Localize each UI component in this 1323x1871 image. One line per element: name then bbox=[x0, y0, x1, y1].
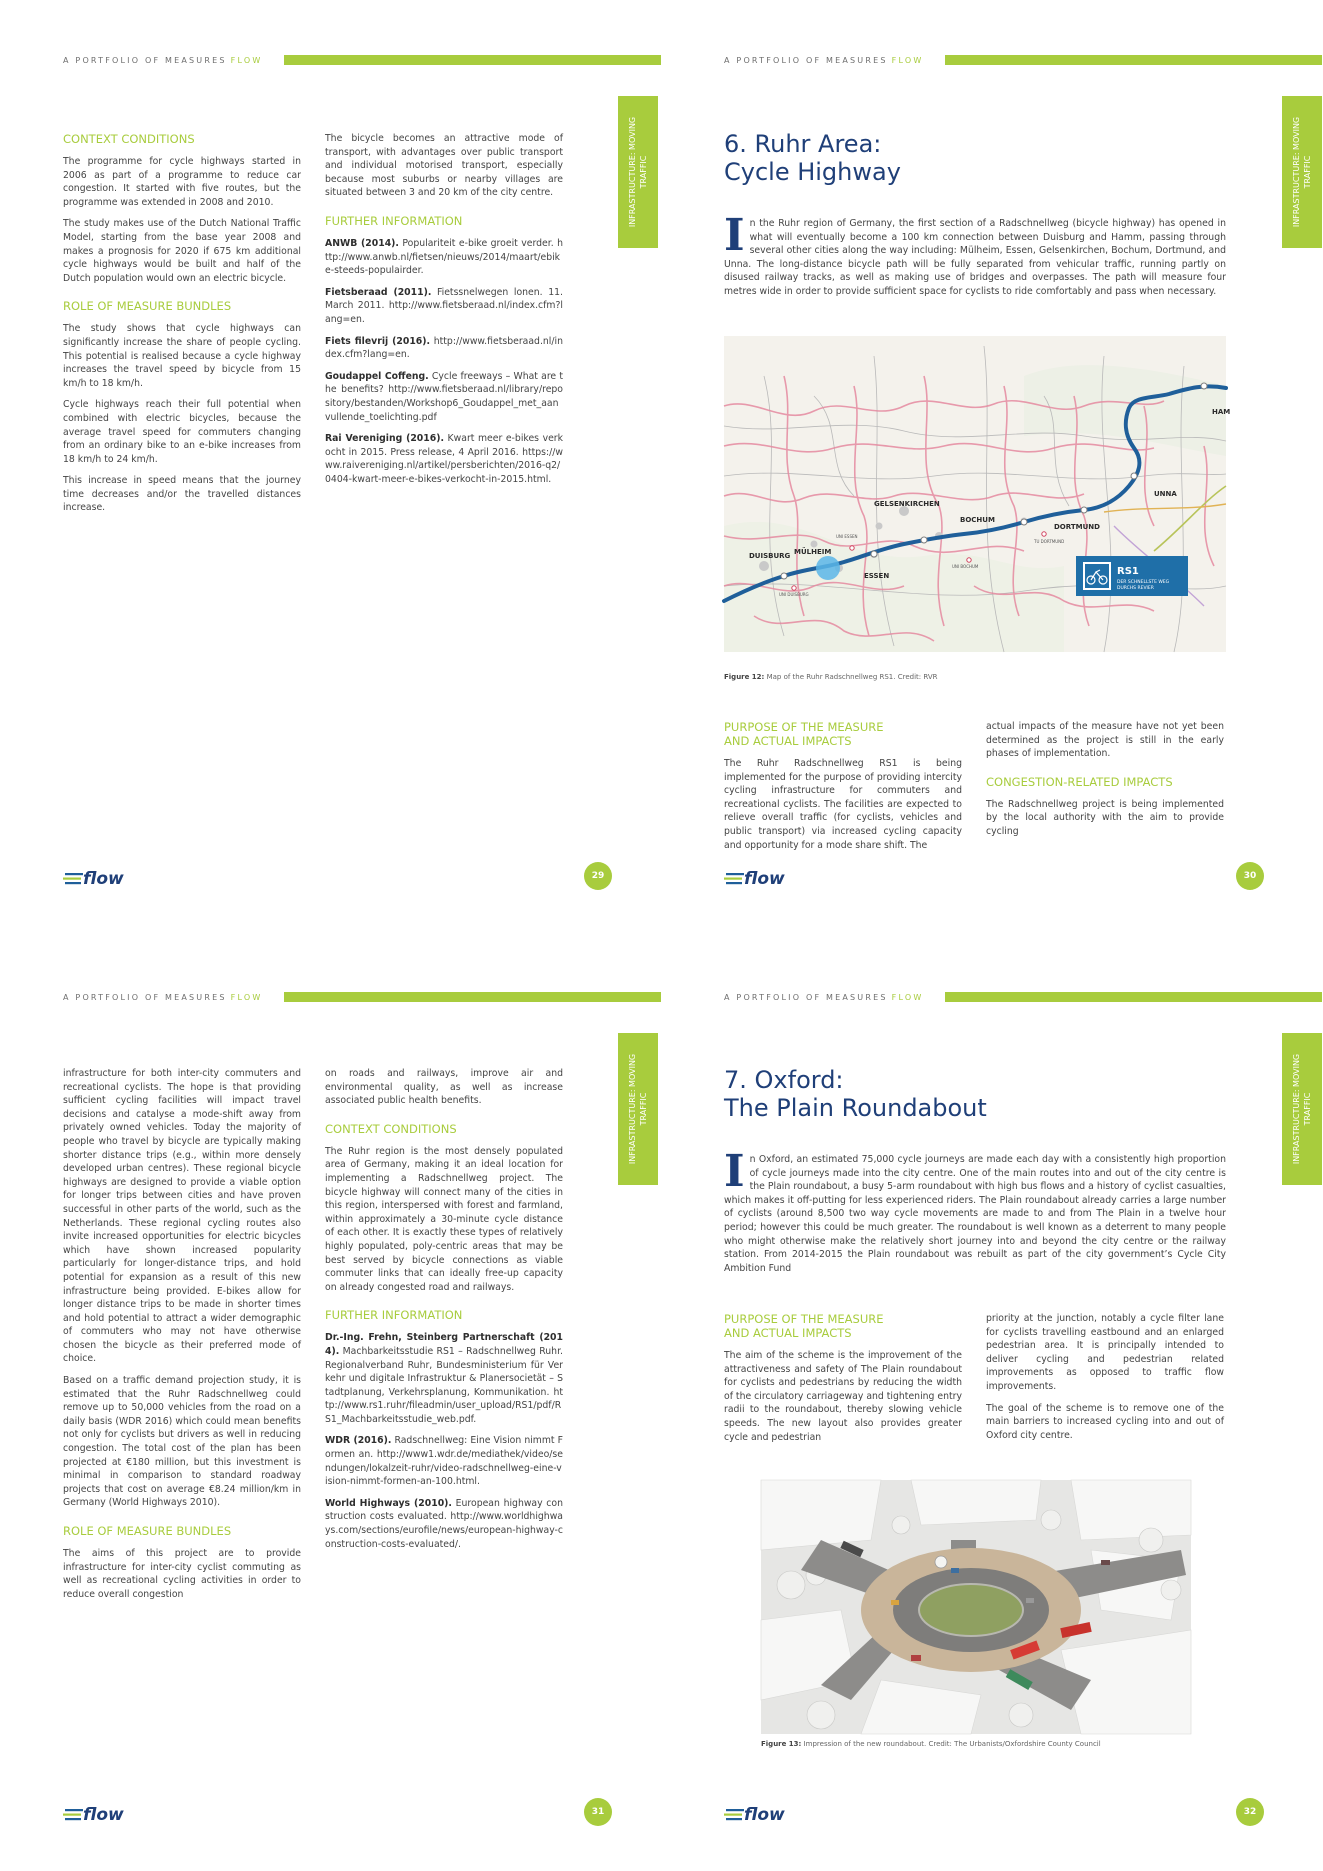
page-number: 31 bbox=[584, 1798, 612, 1826]
svg-text:DER SCHNELLSTE WEG: DER SCHNELLSTE WEG bbox=[1117, 580, 1170, 585]
intro-paragraph: In Oxford, an estimated 75,000 cycle journeys are made each day with a consistently high proportion of cycle journeys made into the city centre. One of the main routes into and out of the city centre is the Plain roundabout, a busy 5-arm roundabout with high bus flows and a history of cyclist casualties, which makes it off-putting for less experienced riders. The Plain roundabout already carries a large number of cyclists (around 8,500 two way cycle movements are made to and from The Plain in a twelve hour period; however this could be much greater. The roundabout is well known as a deterrent to many people who might otherwise make the relatively short journey into and beyond the city centre or the railway station. From 2014-2015 the Plain roundabout was rebuilt as part of the city government’s Cycle City Ambition Fund bbox=[724, 1146, 1226, 1274]
section-title: PURPOSE OF THE MEASURE AND ACTUAL IMPACTS bbox=[724, 720, 884, 748]
svg-text:UNI ESSEN: UNI ESSEN bbox=[836, 534, 858, 539]
svg-text:flow: flow bbox=[83, 869, 124, 889]
side-tab: INFRASTRUCTURE: MOVING TRAFFIC bbox=[1282, 1033, 1322, 1185]
paragraph: The goal of the scheme is to remove one of the main barriers to increased cycling into and out of Oxford city centre. bbox=[986, 1402, 1224, 1441]
reference: Fietsberaad (2011). Fietssnelwegen lonen. 11. March 2011. http://www.fietsberaad.nl/index.cfm?lang=en. bbox=[325, 286, 563, 325]
section-title: CONGESTION-RELATED IMPACTS bbox=[986, 774, 1173, 789]
flow-logo bbox=[724, 1802, 794, 1826]
reference: World Highways (2010). European highway construction costs evaluated. http://www.worldhighways.com/sections/eurofile/news/european-highway-construction-costs-evaluated/. bbox=[325, 1497, 564, 1550]
running-header: A PORTFOLIO OF MEASURES FLOW bbox=[63, 56, 263, 65]
route-map bbox=[724, 336, 1231, 652]
paragraph: infrastructure for both inter-city commuters and recreational cyclists. The hope is that providing sufficient cycling facilities will impact travel decisions and catalyse a mode-shift away from privately owned vehicles. Today the majority of people who travel by bicycle are typically making shorter distance trips (e.g., within more densely developed urban centres). These regional bicycle highways are designed to provide a viable option for longer trips between cities and have proven successful in other parts of the world, such as the Netherlands. These regional cycling routes also invite increased opportunities for electric bicycles which have shown increased popularity particularly for longer-distance trips, and hold potential for expansion as a result of this new infrastructure being provided. E-bikes allow for longer distance trips to be made in shorter times and hold potential to attract a wider demographic of commuters who may not have otherwise chosen the bicycle as their preferred mode of choice. bbox=[63, 1068, 301, 1365]
right-column bbox=[325, 132, 563, 494]
section-title: FURTHER INFORMATION bbox=[325, 213, 463, 228]
figure-caption: Figure 13: Impression of the new roundabout. Credit: The Urbanists/Oxfordshire County Council bbox=[761, 1740, 1101, 1748]
right-column bbox=[986, 1312, 1224, 1450]
svg-text:flow: flow bbox=[83, 1805, 124, 1825]
page-29 bbox=[0, 0, 661, 935]
roundabout-illustration bbox=[761, 1480, 1191, 1734]
drop-cap: I bbox=[724, 1146, 745, 1197]
map-label-essen: ESSEN bbox=[864, 572, 890, 580]
page-32 bbox=[661, 936, 1322, 1871]
running-header: A PORTFOLIO OF MEASURES FLOW bbox=[63, 993, 263, 1002]
section-title: CONTEXT CONDITIONS bbox=[325, 1121, 457, 1136]
paragraph: Based on a traffic demand projection study, it is estimated that the Ruhr Radschnellweg could remove up to 50,000 vehicles from the road on a daily basis (WDR 2016) which could mean benefits not only for cyclists but drivers as well in reducing congestion. The total cost of the plan has been projected at €180 million, but this investment is minimal in comparison to standard roadway projects that cost on average €8.24 million/km in Germany (World Highways 2010). bbox=[63, 1375, 301, 1509]
map-label-bochum: BOCHUM bbox=[960, 516, 995, 524]
side-tab: INFRASTRUCTURE: MOVING TRAFFIC bbox=[1282, 96, 1322, 248]
figure-caption: Figure 12: Map of the Ruhr Radschnellweg RS1. Credit: RVR bbox=[724, 673, 938, 681]
reference: ANWB (2014). Populariteit e-bike groeit verder. http://www.anwb.nl/fietsen/nieuws/2014/maart/ebike-steeds-populairder. bbox=[325, 237, 563, 277]
reference: Dr.-Ing. Frehn, Steinberg Partnerschaft (2014). Machbarkeitsstudie RS1 – Radschnellweg Ruhr. Regionalverband Ruhr, Bundesministerium für Verkehr und digitale Infrastruktur & Planersocietät – Stadtplanung, Verkehrsplanung, Kommunikation. http://www.rs1.ruhr/fileadmin/user_upload/RS1/pdf/RS1_Machbarkeitsstudie_web.pdf. bbox=[325, 1332, 563, 1425]
paragraph: The programme for cycle highways started in 2006 as part of a programme to reduce car congestion. It started with five routes, but the programme was extended in 2008 and 2010. bbox=[63, 156, 301, 208]
side-tab: INFRASTRUCTURE: MOVING TRAFFIC bbox=[618, 96, 658, 248]
left-column bbox=[724, 720, 962, 860]
flow-logo bbox=[63, 1802, 133, 1826]
section-title: ROLE OF MEASURE BUNDLES bbox=[63, 299, 232, 314]
svg-text:flow: flow bbox=[744, 1805, 785, 1825]
map-label-muelheim: MÜLHEIM bbox=[794, 548, 832, 556]
paragraph: The Ruhr region is the most densely populated area of Germany, making it an ideal location for implementing a Radschnellweg project. The bicycle highway will connect many of the cities in this region, interspersed with forest and farmland, within approximately a 30-minute cycle distance of each other. It is exactly these types of relatively highly populated, poly-centric areas that may be best served by bicycle connections as viable commuter links that can ideally free-up capacity on already congested road and railways. bbox=[325, 1145, 563, 1293]
map-label-unna: UNNA bbox=[1154, 490, 1177, 498]
reference: Goudappel Coffeng. Cycle freeways – What are the benefits? http://www.fietsberaad.nl/library/repository/bestanden/Workshop6_Goudappel_met_aanvullende_toelichting.pdf bbox=[325, 370, 563, 423]
side-tab: INFRASTRUCTURE: MOVING TRAFFIC bbox=[618, 1033, 658, 1185]
page-number: 29 bbox=[584, 862, 612, 890]
section-title: FURTHER INFORMATION bbox=[325, 1308, 463, 1323]
map-label-ham: HAM bbox=[1212, 408, 1231, 416]
paragraph: actual impacts of the measure have not yet been determined as the project is still in the early phases of implementation. bbox=[986, 721, 1224, 760]
running-header: A PORTFOLIO OF MEASURES FLOW bbox=[724, 56, 924, 65]
roundabout-graphic bbox=[761, 1480, 1191, 1734]
section-title: PURPOSE OF THE MEASURE AND ACTUAL IMPACTS bbox=[724, 1312, 884, 1340]
page-title: 6. Ruhr Area: Cycle Highway bbox=[724, 130, 901, 186]
left-column bbox=[63, 132, 301, 523]
map-label-duisburg: DUISBURG bbox=[749, 552, 791, 560]
paragraph: The bicycle becomes an attractive mode of transport, with advantages over public transport and individual motorised transport, especially because most suburbs or nearby villages are situated between 3 and 20 km of the city centre. bbox=[325, 133, 563, 199]
paragraph: on roads and railways, improve air and environmental quality, as well as increase associated public health benefits. bbox=[325, 1068, 563, 1107]
paragraph: The aims of this project are to provide infrastructure for inter-city cyclist commuting as well as recreational cycling activities in order to reduce overall congestion bbox=[63, 1548, 301, 1600]
svg-text:UNI DUISBURG: UNI DUISBURG bbox=[779, 592, 809, 597]
page-31 bbox=[0, 936, 661, 1871]
running-header: A PORTFOLIO OF MEASURES FLOW bbox=[724, 993, 924, 1002]
map-label-dortmund: DORTMUND bbox=[1054, 523, 1100, 531]
paragraph: The study makes use of the Dutch National Traffic Model, starting from the base year 2008 and makes a prognosis for 2020 if 675 km additional cycle highways would be built and half of the Dutch population would own an electric bicycle. bbox=[63, 218, 301, 284]
paragraph: The Radschnellweg project is being implemented by the local authority with the aim to provide cycling bbox=[986, 798, 1224, 837]
reference: WDR (2016). Radschnellweg: Eine Vision nimmt Formen an. http://www1.wdr.de/mediathek/video/sendungen/lokalzeit-ruhr/video-radschnellweg-eine-vision-nimmt-formen-an-100.html. bbox=[325, 1435, 563, 1488]
paragraph: The aim of the scheme is the improvement of the attractiveness and safety of The Plain roundabout for cyclists and pedestrians by reducing the width of the circulatory carriageway and tightening entry radii to the roundabout, thereby slowing vehicle speeds. The new layout also provides greater cycle and pedestrian bbox=[724, 1350, 962, 1443]
map-graphic bbox=[724, 336, 1231, 652]
paragraph: priority at the junction, notably a cycle filter lane for cyclists travelling eastbound and an enlarged pedestrian area. It is principally intended to deliver cycling and pedestrian related improvements as opposed to traffic flow improvements. bbox=[986, 1313, 1224, 1392]
map-label-gelsenkirchen: GELSENKIRCHEN bbox=[874, 500, 940, 508]
right-column bbox=[986, 720, 1224, 847]
paragraph: The Ruhr Radschnellweg RS1 is being implemented for the purpose of providing intercity cycling infrastructure for commuters and recreational cyclists. The facilities are expected to relieve overall traffic (for cyclists, vehicles and public transport) via increased cycling capacity and opportunity for a mode share shift. The bbox=[724, 758, 962, 851]
left-column bbox=[724, 1312, 962, 1452]
paragraph: The study shows that cycle highways can significantly increase the share of people cycling. This potential is realised because a cycle highway increases the travel speed by bicycle from 15 km/h to 18 km/h. bbox=[63, 323, 301, 389]
intro-paragraph: In the Ruhr region of Germany, the first section of a Radschnellweg (bicycle highway) has opened in what will eventually become a 100 km connection between Duisburg and Hamm, passing through several other cities along the way including: Mülheim, Essen, Gelsenkirchen, Bochum, Dortmund, and Unna. The long-distance bicycle path will be fully separated from vehicular traffic, running partly on disused railway tracks, as well as making use of bridges and overpasses. The path will measure four metres wide in order to provide sufficient space for cyclists to ride comfortably and pass when necessary. bbox=[724, 210, 1226, 297]
section-title: ROLE OF MEASURE BUNDLES bbox=[63, 1524, 232, 1538]
header-bar bbox=[284, 55, 661, 65]
paragraph: Cycle highways reach their full potential when combined with electric bicycles, because the average travel speed for commuters changing from an ordinary bike to an e-bike increases from 18 km/h to 24 km/h. bbox=[63, 399, 301, 465]
header-bar bbox=[945, 55, 1322, 65]
page-number: 30 bbox=[1236, 862, 1264, 890]
header-bar bbox=[284, 992, 661, 1002]
svg-text:UNI BOCHUM: UNI BOCHUM bbox=[952, 564, 979, 569]
flow-logo bbox=[63, 866, 133, 890]
right-column bbox=[325, 1067, 563, 1559]
header-bar bbox=[945, 992, 1322, 1002]
page-30 bbox=[661, 0, 1322, 935]
drop-cap: I bbox=[724, 210, 745, 261]
svg-text:DURCHS REVIER: DURCHS REVIER bbox=[1117, 586, 1154, 591]
page-title: 7. Oxford: The Plain Roundabout bbox=[724, 1066, 987, 1122]
reference: Rai Vereniging (2016). Kwart meer e-bikes verkocht in 2015. Press release, 4 April 2016. https://www.raivereniging.nl/artikel/persberichten/2016-q2/0404-kwart-meer-e-bikes-verkocht-in-2015.html. bbox=[325, 433, 563, 485]
svg-text:flow: flow bbox=[744, 869, 785, 889]
page-number: 32 bbox=[1236, 1798, 1264, 1826]
rs1-badge bbox=[1076, 556, 1188, 596]
left-column bbox=[63, 1067, 301, 1609]
section-title: CONTEXT CONDITIONS bbox=[63, 132, 195, 146]
svg-text:TU DORTMUND: TU DORTMUND bbox=[1034, 539, 1065, 544]
svg-text:RS1: RS1 bbox=[1117, 566, 1139, 577]
paragraph: This increase in speed means that the journey time decreases and/or the travelled distances increase. bbox=[63, 475, 301, 514]
reference: Fiets filevrij (2016). http://www.fietsberaad.nl/index.cfm?lang=en. bbox=[325, 335, 563, 361]
flow-logo bbox=[724, 866, 794, 890]
